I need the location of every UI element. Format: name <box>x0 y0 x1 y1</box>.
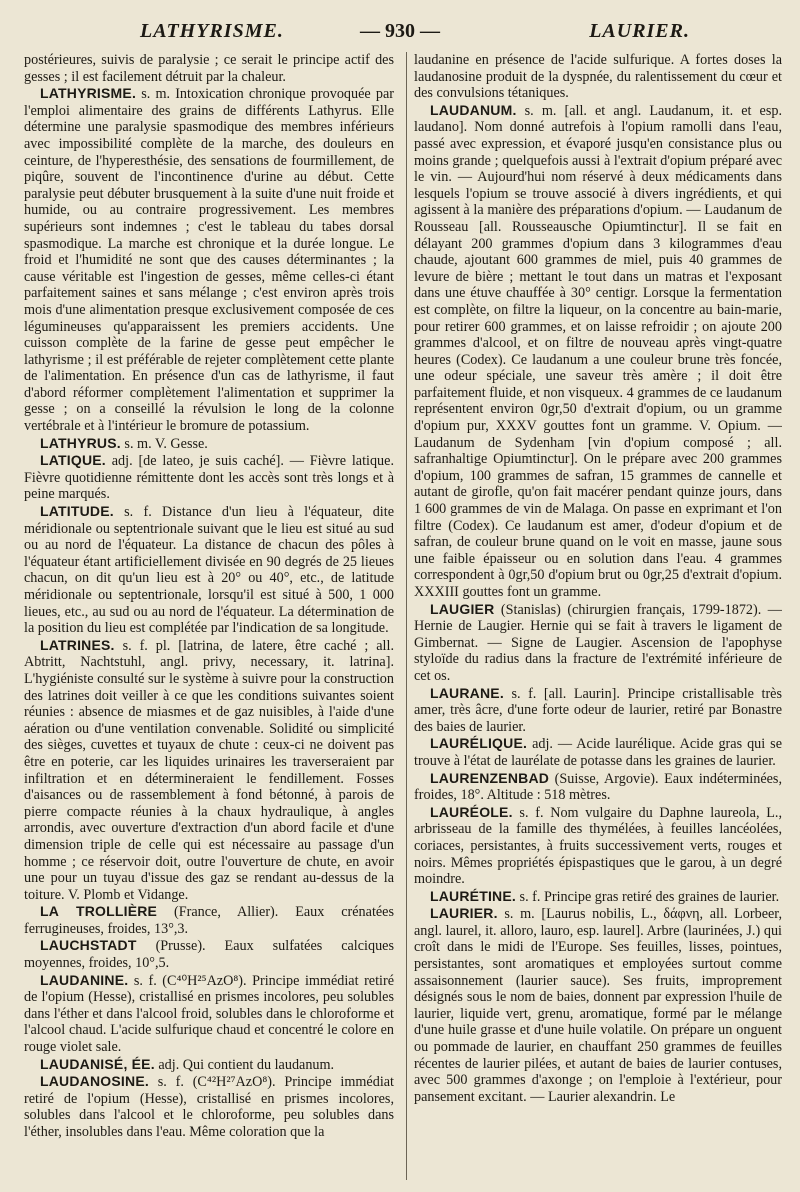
dictionary-entry <box>24 503 394 637</box>
dictionary-entry <box>414 735 782 769</box>
entry-text: s. m. [Laurus nobilis, L., δάφνη, all. Lorbeer, angl. laurel, it. alloro, lauro, esp. laurel]. Arbre (laurinées, J.) qui croît dans le midi de l'Europe. Ses feuilles, lisses, pointues, persistantes, sont aromatiques et employées surtout comme assaisonnement (laurier sauce). Ses fruits, improprement désignés sous le nom de baies, donnent par expression l'huile de laurier, liquide vert, grenu, aromatique, formé par le mélange d'une huile grasse et d'une huile volatile. On prépare un onguent ou pommade de laurier, en chauffant 250 grammes de feuilles récentes de laurier pilées, et autant de baies de laurier contuses, avec 500 grammes d'axonge ; on l'emploie à l'extérieur, pour pansement excitant. — Laurier alexandrin. Le <box>414 906 782 1105</box>
dictionary-entry <box>24 85 394 434</box>
dictionary-entry <box>414 102 782 601</box>
entry-headword: LATRINES. <box>40 636 115 653</box>
entry-headword: LAUGIER <box>430 600 495 617</box>
dictionary-entry <box>414 905 782 1105</box>
entry-text: s. f. (C⁴⁰H²⁵AzO⁸). Principe immédiat retiré de l'opium (Hesse), cristallisé en prismes incolores, peu solubles dans l'éther et dans l'alcool froid, solubles dans le chloroforme et l'alcool chaud. L'acide sulfurique chaud et concentré le colore en rouge violet sale. <box>24 972 394 1056</box>
dictionary-entry <box>414 685 782 736</box>
entry-headword: LAURÉLIQUE. <box>430 735 528 752</box>
entry-text: s. f. Distance d'un lieu à l'équateur, dite méridionale ou septentrionale suivant que le lieu est situé au sud ou au nord de l'équateur. La distance de chacun des pôles à l'équateur étant artificiellement divisée en 90 degrés de 25 lieues chacun, on dit qu'un lieu est à 20° ou 40°, etc., de latitude méridionale ou septentrionale, lorsqu'il est situé à 500, 1 000 lieues, etc., au sud ou au nord de l'équateur. La détermination de la position du lieu est complétée par l'indication de sa longitude. <box>24 504 394 637</box>
dictionary-entry <box>414 601 782 685</box>
entry-headword: LAUDANINE. <box>40 971 129 988</box>
dictionary-entry <box>414 804 782 888</box>
column-divider <box>406 52 407 1180</box>
entry-text: adj. [de lateo, je suis caché]. — Fièvre latique. Fièvre quotidienne rémittente dont les accès sont très longs et à peine marqués. <box>24 453 394 503</box>
entry-text: s. m. Intoxication chronique provoquée par l'emploi alimentaire des grains de différents Lathyrus. Elle détermine une paralysie spasmodique des membres inférieurs avec impossibilité complète de la marche, des douleurs en ceinture, de l'hyperesthésie, des sensations de fourmillement, de piqûre, souvent de l'incontinence d'urine au début. Cette paralysie peut débuter brusquement à la suite d'une nuit froide et humide, ou au contraire progressivement. Les membres supérieurs sont indemnes ; c'est le tableau du tabes dorsal spasmodique. La marche est chronique et la durée longue. Le froid et l'humidité ne sont que des causes déterminantes ; la cause véritable est l'ingestion de gesses, même celles-ci étant parfaitement saines et sans mélange ; c'est environ après trois mois d'une alimentation presque exclusivement composée de ces légumineuses qu'apparaissent les premiers accidents. Une cuisson complète de la farine de gesse peut empêcher le lathyrisme ; il est préférable de rejeter complètement cette plante de l'alimentation. En présence d'un cas de lathyrisme, il faut d'abord réformer complètement l'alimentation et supprimer la gesse ; on a conseillé la révulsion le long de la colonne vertébrale et à l'intérieur le bromure de potassium. <box>24 86 394 435</box>
page-number: — 930 — <box>360 20 440 42</box>
entry-headword: LAURIER. <box>430 905 498 922</box>
entry-headword: LAURANE. <box>430 684 504 701</box>
entry-headword: LATHYRUS. <box>40 434 121 451</box>
entry-headword: LAURENZENBAD <box>430 769 550 786</box>
entry-headword: LA TROLLIÈRE <box>40 903 158 920</box>
entry-text: (France, Allier). Eaux crénatées ferrugineuses, froides, 13°,3. <box>24 904 394 937</box>
entry-headword: LAUDANISÉ, ÉE. <box>40 1055 155 1072</box>
dictionary-entry <box>24 52 394 85</box>
entry-text: (Stanislas) (chirurgien français, 1799-1872). — Hernie de Laugier. Hernie qui se fait à travers le ligament de Gimbernat. — Signe de Laugier. Ascension de l'apophyse styloïde du radius dans la fracture de l'extrémité inférieure de cet os. <box>414 601 782 684</box>
left-column <box>24 52 394 1178</box>
entry-headword: LAUDANUM. <box>430 101 517 118</box>
entry-text: (Suisse, Argovie). Eaux indéterminées, froides, 18°. Altitude : 518 mètres. <box>414 770 782 804</box>
dictionary-entry <box>414 770 782 804</box>
entry-text: s. f. (C⁴²H²⁷AzO⁸). Principe immédiat retiré de l'opium (Hesse), cristallisé en prismes incolores, solubles dans l'alcool et le chloroforme, peu solubles dans l'éther, insolubles dans l'eau. Même coloration que la <box>24 1074 394 1140</box>
header-left-word: LATHYRISME. <box>140 20 284 42</box>
dictionary-entry <box>24 637 394 904</box>
running-header <box>30 16 770 42</box>
entry-text: s. f. Principe gras retiré des graines de laurier. <box>516 888 780 905</box>
entry-text: s. m. V. Gesse. <box>120 435 208 452</box>
dictionary-entry <box>414 888 782 906</box>
entry-text: postérieures, suivis de paralysie ; ce serait le principe actif des gesses ; il est facilement détruit par la chaleur. <box>24 52 394 85</box>
dictionary-entry <box>24 972 394 1056</box>
entry-text: laudanine en présence de l'acide sulfurique. A fortes doses la laudanosine produit de la dyspnée, du ralentissement du cœur et des convulsions tétaniques. <box>414 52 782 102</box>
right-column <box>414 52 782 1178</box>
entry-text: adj. Qui contient du laudanum. <box>154 1056 335 1073</box>
entry-headword: LATHYRISME. <box>40 85 137 102</box>
dictionary-entry <box>24 903 394 937</box>
entry-text: adj. — Acide laurélique. Acide gras qui se trouve à l'état de laurélate de potasse dans les graines de laurier. <box>414 736 782 769</box>
entry-headword: LAURÉTINE. <box>430 887 516 904</box>
entry-headword: LATITUDE. <box>40 503 114 520</box>
dictionary-entry <box>24 937 394 971</box>
entry-text: s. f. pl. [latrina, de latere, être caché ; all. Abtritt, Nachtstuhl, angl. privy, necessary, it. latrina]. L'hygiéniste consulté sur le système à suivre pour la construction des latrines doit veiller à ce que les conditions suivantes soient réunies : absence de miasmes et de gaz nuisibles, à l'aide d'une aération ou d'une ventilation convenable. Solidité ou simplicité des sièges, cuvettes et tuyaux de chute : ceux-ci ne doivent pas être en poterie, car les liquides urinaires les traverseraient par infiltration et en détermineraient le fendillement. Fosses d'aisances ou de rassemblement à fond bétonné, à parois de pierre compacte réunies à la chaux hydraulique, à angles arrondis, avec ouverture d'extraction d'un abord facile et d'une dimension triple de celle qui est nécessaire au passage d'un homme ; ce réservoir doit, outre l'ouverture de chute, en avoir une pour un tuyau d'issue des gaz se rendant au-dessus de la toiture. V. Plomb et Vidange. <box>24 637 394 903</box>
entry-text: (Prusse). Eaux sulfatées calciques moyennes, froides, 10°,5. <box>24 938 394 972</box>
entry-text: s. f. [all. Laurin]. Principe cristallisable très amer, très âcre, d'une forte odeur de laurier, retiré par Bonastre des baies de laurier. <box>414 685 782 735</box>
entry-headword: LATIQUE. <box>40 452 106 469</box>
entry-text: s. f. Nom vulgaire du Daphne laureola, L., arbrisseau de la famille des thymélées, à feuilles lancéolées, coriaces, persistantes, à fruits successivement verts, rouges et noirs. Mêmes propriétés épispastiques que le garou, à un degré moindre. <box>414 804 782 888</box>
entry-headword: LAURÉOLE. <box>430 803 513 820</box>
dictionary-entry <box>24 452 394 503</box>
dictionary-entry <box>24 1073 394 1140</box>
dictionary-entry <box>24 435 394 453</box>
entry-headword: LAUCHSTADT <box>40 937 137 954</box>
dictionary-entry <box>24 1056 394 1074</box>
entry-text: s. m. [all. et angl. Laudanum, it. et esp. laudano]. Nom donné autrefois à l'opium ramolli dans l'eau, passé avec expression, et évaporé jusqu'en consistance plus ou moins grande ; quelquefois aussi à l'extrait d'opium préparé avec le vin. — Aujourd'hui nom réservé à deux médicaments dans lesquels l'opium se trouve associé à divers ingrédients, et qui agissent à la manière des préparations d'opium. — Laudanum de Rousseau [all. Rousseausche Opiumtinctur]. Il se fait en délayant 200 grammes d'opium dans 3 kilogrammes d'eau chaude, ajoutant 600 grammes de miel, puis 40 grammes de levure de bière ; mettant le tout dans un matras et l'exposant dans une étuve chauffée à 30° centigr. Lorsque la fermentation est complète, on filtre la liqueur, on la concentre au bain-marie, pour retirer 600 grammes, et on laisse refroidir ; on ajoute 200 grammes d'alcool, et on filtre de nouveau après vingt-quatre heures (Codex). Ce laudanum a une couleur brune très foncée, une odeur spéciale, une saveur très amère ; il doit être parfaitement fluide, et non visqueux. 4 grammes de ce laudanum représentent environ 0gr,50 d'extrait d'opium, ou un gramme d'opium pur, XXXV gouttes font un gramme. V. Opium. — Laudanum de Sydenham [vin d'opium composé ; all. safranhaltige Opiumtinctur]. On le prépare avec 200 grammes d'opium, 100 grammes de safran, 15 grammes de cannelle et autant de girofle, qu'on fait macérer pendant quinze jours, dans 1 600 grammes de vin de Malaga. On passe en exprimant et l'on filtre (Codex). Ce laudanum est amer, d'odeur d'opium et de safran, de couleur brune quand on le voit en masse, jaune sous une faible épaisseur ou en solution dans l'eau. 4 grammes correspondent à 0gr,50 d'opium brut ou 0gr,25 d'extrait d'opium. XXXIII gouttes font un gramme. <box>414 102 782 600</box>
header-right-word: LAURIER. <box>589 20 690 42</box>
entry-headword: LAUDANOSINE. <box>40 1073 149 1090</box>
dictionary-entry <box>414 52 782 102</box>
